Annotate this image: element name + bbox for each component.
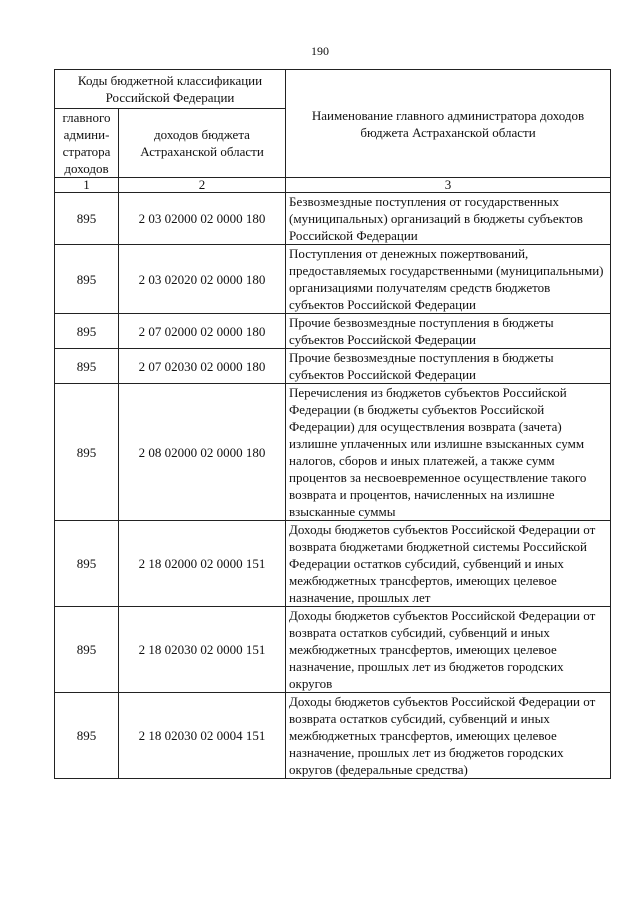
budget-classification-table [54, 69, 611, 779]
table-body [55, 193, 611, 779]
column-number: 1 [55, 178, 119, 193]
admin-code-cell: 895 [55, 384, 119, 521]
income-code-cell: 2 18 02030 02 0004 151 [119, 693, 286, 779]
column-number: 2 [119, 178, 286, 193]
admin-code-cell: 895 [55, 349, 119, 384]
table-row [55, 693, 611, 779]
admin-code-cell: 895 [55, 521, 119, 607]
table-row [55, 384, 611, 521]
column-number: 3 [286, 178, 611, 193]
table-row [55, 521, 611, 607]
income-code-cell: 2 07 02030 02 0000 180 [119, 349, 286, 384]
column-number-row [55, 178, 611, 193]
income-name-cell: Доходы бюджетов субъектов Российской Федерации от возврата остатков субсидий, субвенций и иных межбюджетных трансфертов, имеющих целевое назначение, прошлых лет из бюджетов городских округов (федеральные средства) [286, 693, 611, 779]
income-name-cell: Безвозмездные поступления от государственных (муниципальных) организаций в бюджеты субъектов Российской Федерации [286, 193, 611, 245]
admin-column-header: главного админи-стратора доходов [55, 109, 119, 178]
admin-code-cell: 895 [55, 607, 119, 693]
income-code-cell: 2 18 02030 02 0000 151 [119, 607, 286, 693]
table-row [55, 349, 611, 384]
table-header [55, 70, 611, 193]
table-row [55, 245, 611, 314]
income-code-cell: 2 03 02000 02 0000 180 [119, 193, 286, 245]
income-column-header: доходов бюджета Астраханской области [119, 109, 286, 178]
income-code-cell: 2 03 02020 02 0000 180 [119, 245, 286, 314]
admin-code-cell: 895 [55, 193, 119, 245]
admin-code-cell: 895 [55, 245, 119, 314]
admin-code-cell: 895 [55, 693, 119, 779]
admin-code-cell: 895 [55, 314, 119, 349]
income-name-cell: Доходы бюджетов субъектов Российской Федерации от возврата остатков субсидий, субвенций и иных межбюджетных трансфертов, имеющих целевое назначение, прошлых лет из бюджетов городских округов [286, 607, 611, 693]
income-name-cell: Перечисления из бюджетов субъектов Российской Федерации (в бюджеты субъектов Российской Федерации) для осуществления возврата (зачета) излишне уплаченных или излишне взысканных сумм налогов, сборов и иных платежей, а также сумм процентов за несвоевременное осуществление такого возврата и процентов, начисленных на излишне взысканные суммы [286, 384, 611, 521]
table-row [55, 193, 611, 245]
codes-group-header: Коды бюджетной классификации Российской Федерации [55, 70, 286, 109]
page-number: 190 [311, 44, 329, 58]
income-name-cell: Прочие безвозмездные поступления в бюджеты субъектов Российской Федерации [286, 349, 611, 384]
income-code-cell: 2 08 02000 02 0000 180 [119, 384, 286, 521]
income-code-cell: 2 18 02000 02 0000 151 [119, 521, 286, 607]
income-code-cell: 2 07 02000 02 0000 180 [119, 314, 286, 349]
income-name-cell: Поступления от денежных пожертвований, предоставляемых государственными (муниципальными) организациями получателям средств бюджетов субъектов Российской Федерации [286, 245, 611, 314]
table-row [55, 314, 611, 349]
name-column-header: Наименование главного администратора доходов бюджета Астраханской области [286, 70, 611, 178]
income-name-cell: Доходы бюджетов субъектов Российской Федерации от возврата бюджетами бюджетной системы Российской Федерации остатков субсидий, субвенций и иных межбюджетных трансфертов, имеющих целевое назначение, прошлых лет [286, 521, 611, 607]
income-name-cell: Прочие безвозмездные поступления в бюджеты субъектов Российской Федерации [286, 314, 611, 349]
table-row [55, 607, 611, 693]
